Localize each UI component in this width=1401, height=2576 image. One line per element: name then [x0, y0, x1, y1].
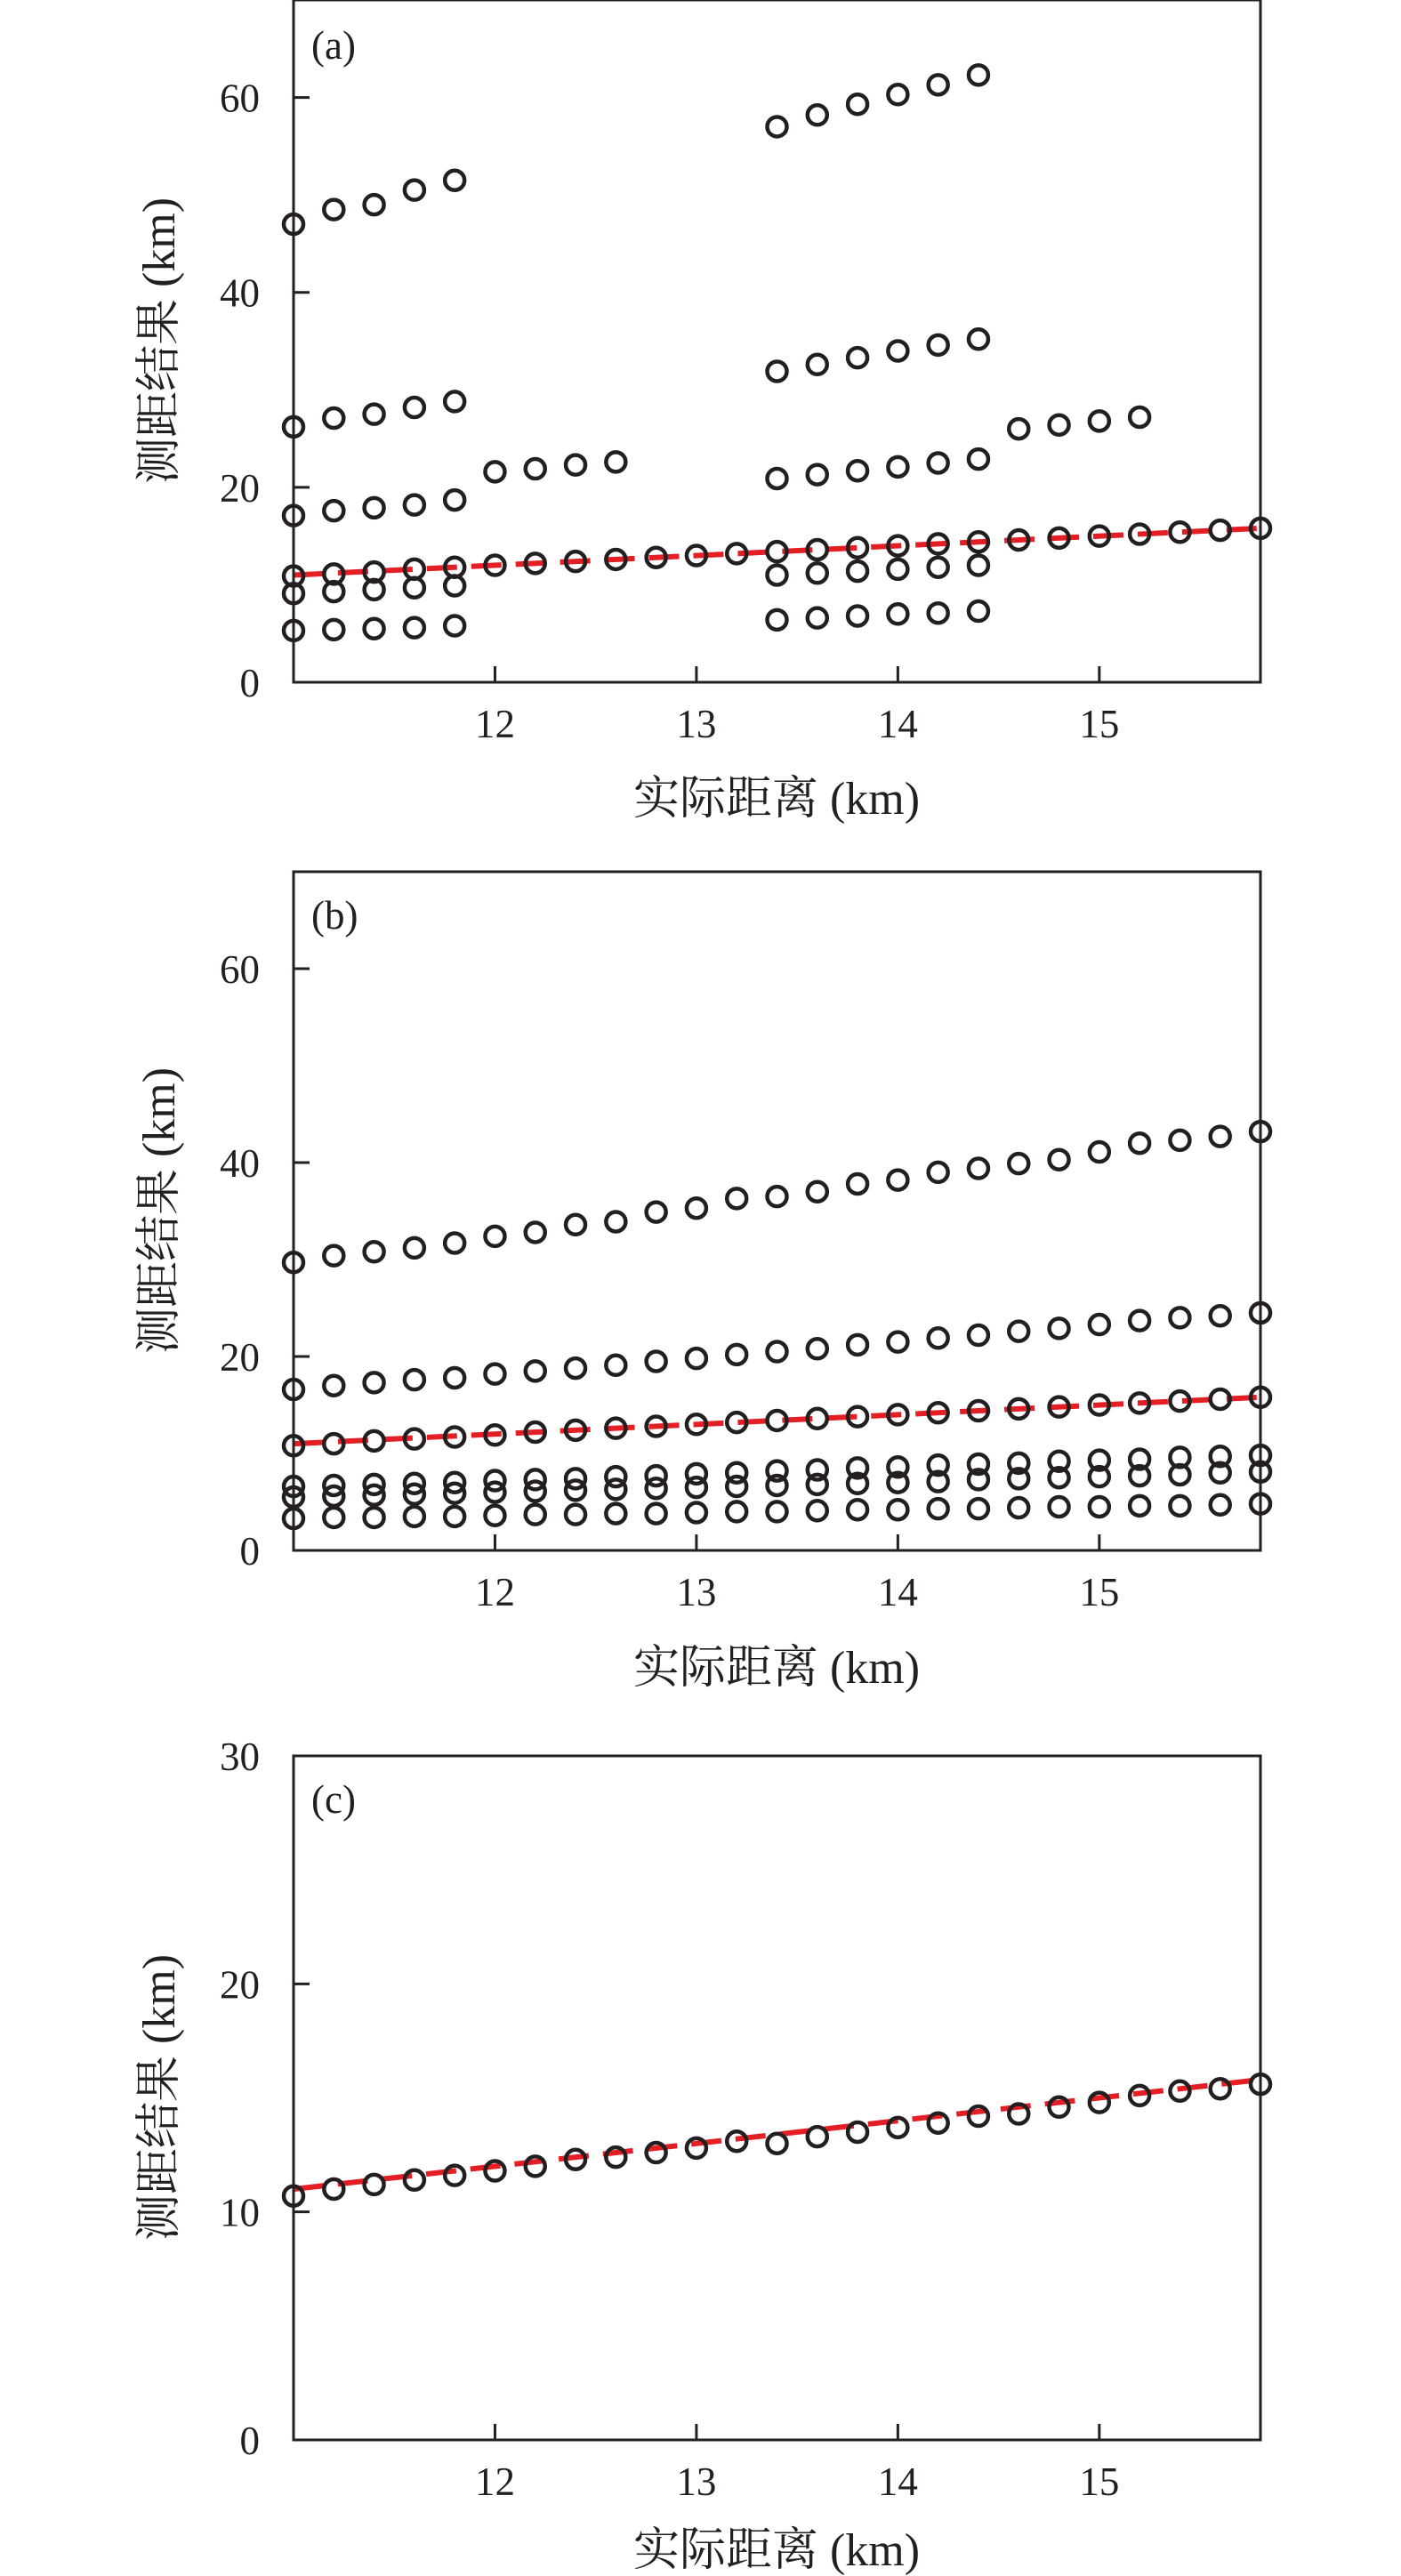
panel-b-x-axis-label: 实际距离 (km) [632, 1643, 921, 1694]
panel-a-series-5-point [324, 200, 343, 220]
panel-b-series-0-point [1130, 1133, 1149, 1153]
panel-a-series-11-point [969, 65, 988, 85]
panel-b-series-5-point [485, 1506, 504, 1525]
panel-b-series-5-point [647, 1504, 666, 1524]
panel-c-x-tick-label: 14 [877, 2459, 918, 2504]
panel-b-series-5-point [405, 1507, 424, 1526]
panel-b-series-1-point [647, 1351, 666, 1371]
panel-c-y-tick-label: 30 [220, 1735, 260, 1779]
panel-b-frame [294, 872, 1260, 1550]
panel-a-series-12-point [1050, 415, 1069, 435]
panel-b-series-5-point [1130, 1496, 1149, 1516]
panel-b-series-0-point [969, 1159, 988, 1179]
panel-c-y-axis-label: 测距结果 (km) [134, 1953, 185, 2242]
panel-a-series-3-point [365, 498, 384, 518]
panel-a-series-10-point [888, 341, 907, 360]
panel-b-fit-line [294, 1397, 1260, 1444]
panel-b-series-5-point [324, 1508, 343, 1527]
panel-b-series-1-point [606, 1356, 625, 1375]
panel-a-fit-line [294, 528, 1260, 576]
panel-b-series-0-point [405, 1238, 424, 1258]
panel-b-series-4-point [768, 1476, 787, 1495]
panel-a-series-10-point [929, 335, 948, 355]
panel-b-series-1-point [1170, 1308, 1189, 1327]
panel-c-y-tick-label: 0 [239, 2419, 260, 2463]
panel-b-series-5-point [606, 1504, 625, 1524]
panel-b-series-5-point [969, 1499, 988, 1518]
panel-b-series-0-point [566, 1215, 585, 1235]
panel-b-series-1-point [365, 1373, 384, 1392]
panel-c-series-0-point [1211, 2079, 1230, 2098]
panel-a-series-8-point [929, 603, 948, 623]
panel-a-series-12-point [1130, 407, 1149, 427]
panel-a-x-tick-label: 13 [676, 702, 717, 746]
panel-c [134, 1735, 1270, 2576]
panel-b-series-0-point [768, 1187, 787, 1206]
panel-a-series-7-point [929, 558, 948, 577]
panel-a-series-2-point [445, 616, 464, 635]
panel-a-y-tick-label: 0 [239, 661, 260, 705]
panel-b-y-tick-label: 40 [220, 1141, 260, 1186]
panel-a-x-axis-label: 实际距离 (km) [632, 774, 921, 825]
panel-b-series-5-point [888, 1500, 907, 1519]
panel-b-series-5-point [566, 1505, 585, 1525]
panel-b-series-0-point [606, 1212, 625, 1231]
panel-a-series-3-point [405, 495, 424, 515]
panel-b-series-1-point [727, 1345, 746, 1364]
panel-a-series-8-point [969, 601, 988, 621]
panel-a-series-4-point [324, 408, 343, 428]
panel-b-series-4-point [727, 1477, 746, 1496]
panel-a-series-10-point [768, 361, 787, 381]
panel-a-series-9-point [808, 465, 827, 485]
panel-a-series-2-point [405, 618, 424, 638]
panel-c-label: (c) [311, 1777, 356, 1822]
panel-b-series-1-point [808, 1339, 827, 1358]
panel-b-series-4-point [687, 1477, 706, 1497]
panel-b-series-1-point [324, 1376, 343, 1396]
panel-b-series-1-point [1130, 1311, 1149, 1331]
panel-b-x-tick-label: 14 [877, 1570, 918, 1614]
panel-b-y-tick-label: 0 [239, 1529, 260, 1574]
panel-b-series-4-point [606, 1479, 625, 1499]
panel-b-series-1-point [1050, 1318, 1069, 1338]
panel-c-marks [284, 2074, 1270, 2206]
panel-a-series-2-point [324, 620, 343, 640]
panel-a-series-10-point [969, 329, 988, 349]
panel-a-x-tick-label: 12 [474, 702, 515, 746]
panel-b-series-1-point [969, 1325, 988, 1345]
panel-c-series-0-point [768, 2134, 787, 2153]
panel-b-series-1-point [687, 1348, 706, 1368]
panel-a-series-7-point [969, 556, 988, 576]
panel-b-series-0-point [485, 1227, 504, 1246]
panel-b-series-0-point [526, 1222, 545, 1242]
panel-c-series-0-point [405, 2170, 424, 2190]
panel-a-series-7-point [888, 559, 907, 579]
panel-a [134, 0, 1270, 825]
panel-a-series-11-point [929, 75, 948, 94]
panel-b-series-1-point [566, 1358, 585, 1378]
panel-a-series-3-point [324, 501, 343, 520]
panel-b-series-0-point [1090, 1142, 1109, 1162]
panel-b-series-5-point [1170, 1496, 1189, 1516]
panel-b-series-5-point [445, 1507, 464, 1526]
panel-a-series-9-point [888, 457, 907, 477]
panel-b-series-1-point [1009, 1322, 1028, 1341]
panel-a-series-7-point [808, 563, 827, 583]
panel-b-x-tick-label: 15 [1079, 1570, 1120, 1614]
panel-a-series-4-point [365, 405, 384, 424]
panel-b-label: (b) [311, 893, 358, 938]
panel-b-series-0-point [445, 1233, 464, 1252]
panel-a-x-tick-label: 15 [1079, 702, 1120, 746]
panel-b-series-0-point [687, 1198, 706, 1218]
panel-a-series-8-point [768, 610, 787, 630]
panel-b-series-0-point [1050, 1150, 1069, 1170]
panel-a-series-4-point [405, 398, 424, 417]
panel-a-series-11-point [808, 105, 827, 125]
panel-a-y-tick-label: 40 [220, 270, 260, 316]
panel-b-marks [284, 1122, 1270, 1528]
panel-b-y-tick-label: 20 [220, 1335, 260, 1380]
panel-a-series-11-point [888, 85, 907, 104]
panel-b-series-1-point [445, 1368, 464, 1388]
panel-b-x-tick-label: 12 [474, 1570, 515, 1614]
panel-c-series-0-point [324, 2179, 343, 2199]
panel-b-series-0-point [1009, 1154, 1028, 1173]
panel-c-y-tick-label: 10 [220, 2190, 260, 2235]
panel-b-series-5-point [687, 1502, 706, 1522]
panel-b-series-5-point [929, 1499, 948, 1518]
panel-a-series-9-point [768, 469, 787, 488]
panel-b-series-4-point [808, 1475, 827, 1494]
panel-b-series-1-point [888, 1332, 907, 1352]
panel-a-series-11-point [848, 94, 867, 114]
panel-b-series-5-point [1009, 1498, 1028, 1517]
panel-b-series-0-point [808, 1182, 827, 1202]
panel-b-series-5-point [848, 1500, 867, 1519]
panel-b-series-1-point [768, 1342, 787, 1362]
panel-b-y-tick-label: 60 [220, 947, 260, 992]
panel-a-series-6-point [526, 459, 545, 479]
panel-b-series-0-point [888, 1171, 907, 1190]
panel-a-label: (a) [311, 23, 356, 68]
panel-c-x-tick-label: 13 [676, 2459, 717, 2504]
panel-c-series-0-point [808, 2127, 827, 2146]
panel-a-ticks [220, 76, 1119, 746]
panel-b-series-5-point [727, 1501, 746, 1521]
panel-a-series-10-point [808, 355, 827, 374]
panel-b [134, 872, 1270, 1694]
panel-b-series-0-point [324, 1246, 343, 1266]
panel-a-series-7-point [768, 565, 787, 584]
panel-b-series-0-point [647, 1203, 666, 1222]
panel-a-series-5-point [445, 171, 464, 190]
panel-c-x-tick-label: 15 [1079, 2459, 1120, 2504]
panel-a-series-6-point [485, 462, 504, 481]
panel-a-series-5-point [405, 181, 424, 200]
panel-a-series-10-point [848, 348, 867, 367]
panel-c-ticks [220, 1735, 1119, 2504]
panel-b-series-4-point [647, 1478, 666, 1498]
panel-a-series-9-point [929, 453, 948, 472]
panel-a-x-tick-label: 14 [877, 702, 918, 746]
panel-b-series-1-point [405, 1370, 424, 1389]
panel-b-series-1-point [485, 1364, 504, 1384]
panel-c-x-axis-label: 实际距离 (km) [632, 2525, 921, 2576]
panel-b-series-0-point [929, 1163, 948, 1182]
panel-b-series-0-point [848, 1174, 867, 1194]
panel-a-series-4-point [445, 391, 464, 411]
panel-a-series-8-point [808, 608, 827, 628]
panel-b-series-1-point [1090, 1315, 1109, 1334]
panel-a-series-8-point [848, 606, 867, 625]
panel-c-series-0-point [365, 2175, 384, 2194]
panel-a-series-11-point [768, 117, 787, 136]
panel-a-y-tick-label: 60 [220, 76, 260, 121]
panel-a-series-12-point [1009, 419, 1028, 439]
panel-b-series-1-point [929, 1328, 948, 1348]
panel-b-series-1-point [1211, 1306, 1230, 1325]
panel-a-series-6-point [606, 452, 625, 471]
panel-a-series-8-point [888, 604, 907, 624]
panel-b-series-1-point [848, 1335, 867, 1355]
panel-c-series-0-point [848, 2122, 867, 2142]
panel-a-series-7-point [848, 561, 867, 581]
panel-b-series-5-point [808, 1501, 827, 1520]
panel-b-series-1-point [526, 1361, 545, 1381]
panel-b-series-0-point [1170, 1131, 1189, 1150]
panel-b-series-5-point [768, 1501, 787, 1521]
panel-a-series-6-point [566, 455, 585, 475]
panel-a-series-3-point [445, 490, 464, 510]
panel-b-series-0-point [727, 1188, 746, 1208]
panel-b-series-5-point [526, 1505, 545, 1525]
panel-b-series-0-point [1211, 1127, 1230, 1147]
panel-c-y-tick-label: 20 [220, 1962, 260, 2008]
panel-a-series-9-point [969, 449, 988, 469]
panel-a-series-5-point [365, 195, 384, 214]
panel-b-series-5-point [1090, 1497, 1109, 1517]
panel-c-x-tick-label: 12 [474, 2459, 515, 2504]
panel-a-series-12-point [1090, 411, 1109, 431]
panel-b-series-5-point [365, 1508, 384, 1527]
panel-a-y-axis-label: 测距结果 (km) [134, 197, 185, 485]
panel-b-series-0-point [365, 1242, 384, 1261]
panel-b-y-axis-label: 测距结果 (km) [134, 1067, 185, 1355]
panel-a-y-tick-label: 20 [220, 465, 260, 511]
panel-b-series-5-point [1211, 1495, 1230, 1515]
panel-b-x-tick-label: 13 [676, 1570, 717, 1614]
panel-a-marks [284, 65, 1270, 640]
panel-b-series-5-point [1050, 1497, 1069, 1517]
panel-a-series-9-point [848, 461, 867, 480]
panel-a-frame [294, 0, 1260, 682]
panel-a-series-2-point [365, 619, 384, 639]
